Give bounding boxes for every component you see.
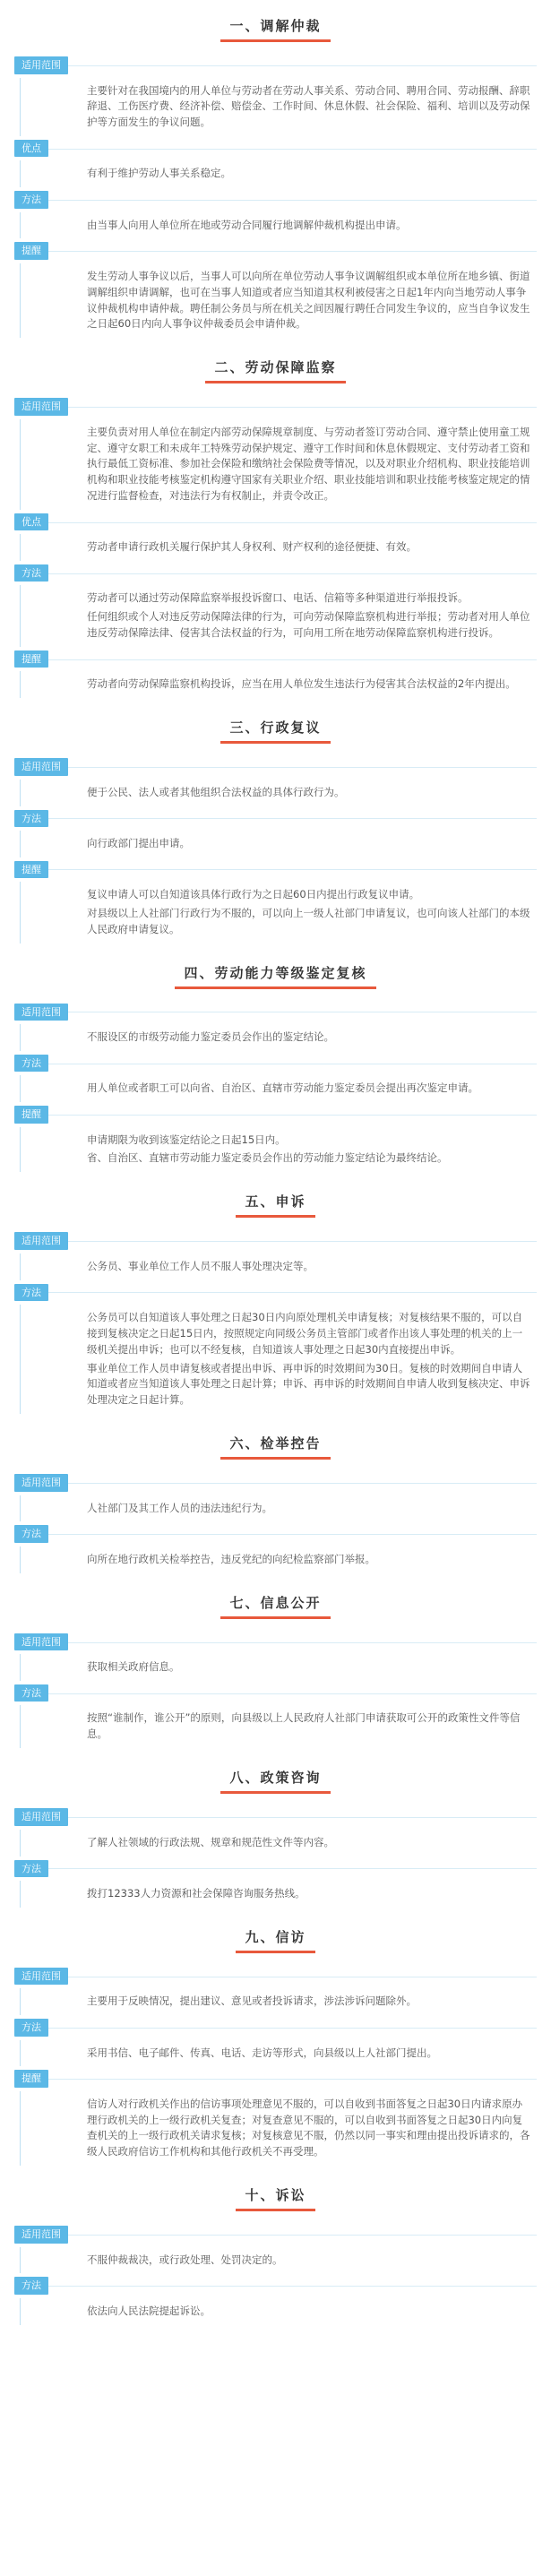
content-block — [20, 1830, 537, 1857]
section — [14, 960, 537, 1173]
tag-row — [14, 1521, 537, 1546]
category-tag: 适用范围 — [14, 758, 68, 775]
content-block — [20, 212, 537, 239]
section — [14, 714, 537, 943]
section-header — [14, 960, 537, 989]
section — [14, 1430, 537, 1573]
section-header — [14, 2182, 537, 2211]
tag-row — [14, 2222, 537, 2246]
category-tag: 优点 — [14, 513, 48, 530]
tag-row — [14, 2015, 537, 2039]
section-header — [14, 1430, 537, 1460]
tag-divider — [14, 65, 537, 66]
content-block — [20, 780, 537, 806]
paragraph: 用人单位或者职工可以向省、自治区、直辖市劳动能力鉴定委员会提出再次鉴定申请。 — [87, 1081, 478, 1095]
paragraph: 依法向人民法院提起诉讼。 — [87, 2304, 211, 2317]
tag-row — [14, 394, 537, 418]
category-tag: 方法 — [14, 2277, 48, 2294]
paragraph: 便于公民、法人或者其他组织合法权益的具体行政行为。 — [87, 785, 345, 798]
tag-divider — [14, 1817, 537, 1818]
category-tag: 适用范围 — [14, 2226, 68, 2243]
paragraph: 省、自治区、直辖市劳动能力鉴定委员会作出的劳动能力鉴定结论为最终结论。 — [87, 1151, 448, 1165]
tag-row — [14, 1102, 537, 1126]
paragraph: 主要负责对用人单位在制定内部劳动保障规章制度、与劳动者签订劳动合同、遵守禁止使用童工规定、遵守女职工和未成年工特殊劳动保护规定、遵守工作时间和休息休假规定、支付劳动者工资和执行最低工资标准、参加社会保险和缴纳社会保险费等情况，以及对职业介绍机构、职业技能培训机构和职业技能考核鉴定机构遵守国家有关职业介绍、职业技能培训和职业技能考核鉴定规定的情况进行监督检查，对违法行为有权制止，并责令改正。 — [87, 425, 530, 503]
section — [14, 1924, 537, 2166]
content-block — [20, 419, 537, 510]
content-block — [20, 585, 537, 646]
section-title: 二、劳动保障监察 — [205, 358, 345, 383]
tag-divider — [14, 1868, 537, 1869]
category-tag: 适用范围 — [14, 398, 68, 415]
tag-divider — [14, 1534, 537, 1535]
category-tag: 适用范围 — [14, 1232, 68, 1249]
section-header — [14, 13, 537, 42]
content-block — [20, 263, 537, 338]
paragraph: 信访人对行政机关作出的信访事项处理意见不服的，可以自收到书面答复之日起30日内请求原办理行政机关的上一级行政机关复查；对复查意见不服的，可以自收到书面答复之日起30日内向复查机关的上一级行政机关请求复核；对复核意见不服，仍然以同一事实和理由提出投诉请求的，各级人民政府信访工作机构和其他行政机关不再受理。 — [87, 2097, 530, 2158]
tag-divider — [14, 251, 537, 252]
tag-divider — [14, 407, 537, 408]
content-block — [20, 2040, 537, 2067]
tag-divider — [14, 1115, 537, 1116]
tag-row — [14, 647, 537, 671]
content-block — [20, 1127, 537, 1173]
content-block — [20, 2298, 537, 2325]
paragraph: 向行政部门提出申请。 — [87, 836, 190, 849]
category-tag: 方法 — [14, 564, 48, 582]
tag-row — [14, 1228, 537, 1253]
section-title: 一、调解仲裁 — [220, 16, 330, 42]
tag-row — [14, 1805, 537, 1829]
section — [14, 354, 537, 698]
tag-divider — [14, 818, 537, 819]
category-tag: 提醒 — [14, 861, 48, 878]
paragraph: 劳动者可以通过劳动保障监察举报投诉窗口、电话、信箱等多种渠道进行举报投诉。 — [87, 591, 469, 605]
tag-divider — [14, 149, 537, 150]
paragraph: 公务员、事业单位工作人员不服人事处理决定等。 — [87, 1259, 314, 1272]
tag-row — [14, 136, 537, 160]
category-tag: 提醒 — [14, 1106, 48, 1123]
content-block — [20, 78, 537, 136]
section — [14, 1590, 537, 1748]
section — [14, 1188, 537, 1414]
tag-row — [14, 806, 537, 831]
content-block — [20, 1305, 537, 1414]
tag-divider — [14, 2028, 537, 2029]
content-block — [20, 831, 537, 857]
section-header — [14, 714, 537, 744]
paragraph: 任何组织或个人对违反劳动保障法律的行为，可向劳动保障监察机构进行举报；劳动者对用人单位违反劳动保障法律、侵害其合法权益的行为，可向用工所在地劳动保障监察机构进行投诉。 — [87, 610, 530, 640]
section-header — [14, 1924, 537, 1953]
tag-row — [14, 2273, 537, 2297]
category-tag: 适用范围 — [14, 1474, 68, 1491]
paragraph: 由当事人向用人单位所在地或劳动合同履行地调解仲裁机构提出申请。 — [87, 218, 407, 231]
category-tag: 提醒 — [14, 2070, 48, 2087]
category-tag: 方法 — [14, 1525, 48, 1542]
tag-divider — [14, 2235, 537, 2236]
section-title: 七、信息公开 — [220, 1593, 330, 1619]
section-title: 八、政策咨询 — [220, 1768, 330, 1794]
tag-divider — [14, 1693, 537, 1694]
tag-row — [14, 1470, 537, 1495]
category-tag: 方法 — [14, 810, 48, 827]
category-tag: 方法 — [14, 1284, 48, 1301]
paragraph: 对县级以上人社部门行政行为不服的，可以向上一级人社部门申请复议，也可向该人社部门的本级人民政府申请复议。 — [87, 906, 530, 935]
content-block — [20, 1988, 537, 2015]
paragraph: 向所在地行政机关检举控告，违反党纪的向纪检监察部门举报。 — [87, 1552, 375, 1565]
content-block — [20, 1705, 537, 1748]
category-tag: 方法 — [14, 1684, 48, 1702]
paragraph: 复议申请人可以自知道该具体行政行为之日起60日内提出行政复议申请。 — [87, 888, 420, 901]
tag-row — [14, 1681, 537, 1705]
content-block — [20, 1495, 537, 1522]
content-block — [20, 1881, 537, 1908]
paragraph: 按照“谁制作，谁公开”的原则，向县级以上人民政府人社部门申请获取可公开的政策性文件等信息。 — [87, 1711, 521, 1741]
paragraph: 事业单位工作人员申请复核或者提出申诉、再申诉的时效期间为30日。复核的时效期间自申请人知道或者应当知道该人事处理之日起计算；申诉、再申诉的时效期间自申请人收到复核决定、申诉处理决定之日起计算。 — [87, 1361, 530, 1407]
paragraph: 不服设区的市级劳动能力鉴定委员会作出的鉴定结论。 — [87, 1030, 334, 1044]
tag-row — [14, 53, 537, 77]
tag-row — [14, 754, 537, 779]
category-tag: 提醒 — [14, 650, 48, 668]
paragraph: 了解人社领域的行政法规、规章和规范性文件等内容。 — [87, 1835, 334, 1848]
content-block — [20, 1075, 537, 1102]
tag-row — [14, 561, 537, 585]
tag-row — [14, 1964, 537, 1988]
section-title: 九、信访 — [236, 1927, 314, 1953]
paragraph: 获取相关政府信息。 — [87, 1660, 180, 1674]
content-block — [20, 1654, 537, 1681]
paragraph: 拨打12333人力资源和社会保障咨询服务热线。 — [87, 1886, 306, 1900]
tag-row — [14, 1630, 537, 1654]
section-title: 三、行政复议 — [220, 718, 330, 744]
section-title: 六、检举控告 — [220, 1434, 330, 1460]
tag-row — [14, 1280, 537, 1305]
tag-row — [14, 857, 537, 882]
tag-divider — [14, 767, 537, 768]
content-block — [20, 160, 537, 187]
paragraph: 劳动者申请行政机关履行保护其人身权利、财产权利的途径便捷、有效。 — [87, 540, 417, 554]
tag-divider — [14, 869, 537, 870]
section-header — [14, 1764, 537, 1794]
content-block — [20, 534, 537, 561]
content-block — [20, 2091, 537, 2166]
tag-divider — [14, 2286, 537, 2287]
content-block — [20, 1254, 537, 1280]
tag-divider — [14, 522, 537, 523]
section-header — [14, 1188, 537, 1218]
tag-row — [14, 1857, 537, 1881]
tag-divider — [14, 1292, 537, 1293]
tag-divider — [14, 1483, 537, 1484]
paragraph: 不服仲裁裁决，或行政处理、处罚决定的。 — [87, 2253, 283, 2266]
section-title: 五、申诉 — [236, 1192, 314, 1218]
paragraph: 人社部门及其工作人员的违法违纪行为。 — [87, 1501, 272, 1514]
tag-divider — [14, 573, 537, 574]
section — [14, 2182, 537, 2325]
tag-row — [14, 1051, 537, 1075]
category-tag: 方法 — [14, 1860, 48, 1877]
tag-divider — [14, 2079, 537, 2080]
paragraph: 劳动者向劳动保障监察机构投诉，应当在用人单位发生违法行为侵害其合法权益的2年内提出。 — [87, 677, 516, 691]
category-tag: 方法 — [14, 1055, 48, 1072]
category-tag: 优点 — [14, 140, 48, 157]
paragraph: 有利于维护劳动人事关系稳定。 — [87, 167, 231, 180]
tag-divider — [14, 200, 537, 201]
tag-row — [14, 510, 537, 534]
tag-divider — [14, 659, 537, 660]
category-tag: 适用范围 — [14, 1968, 68, 1985]
paragraph: 主要用于反映情况，提出建议、意见或者投诉请求，涉法涉诉问题除外。 — [87, 1994, 417, 2008]
category-tag: 适用范围 — [14, 56, 68, 73]
section-title: 四、劳动能力等级鉴定复核 — [175, 963, 375, 989]
tag-row — [14, 238, 537, 263]
section — [14, 1764, 537, 1908]
section-header — [14, 1590, 537, 1619]
tag-divider — [14, 1642, 537, 1643]
tag-row — [14, 1000, 537, 1024]
paragraph: 申请期限为收到该鉴定结论之日起15日内。 — [87, 1133, 286, 1146]
category-tag: 适用范围 — [14, 1808, 68, 1825]
content-block — [20, 1024, 537, 1051]
content-block — [20, 671, 537, 698]
section-header — [14, 354, 537, 383]
content-block — [20, 2247, 537, 2274]
tag-row — [14, 2066, 537, 2090]
tag-row — [14, 187, 537, 211]
category-tag: 方法 — [14, 2019, 48, 2036]
category-tag: 提醒 — [14, 242, 48, 259]
tag-divider — [14, 1241, 537, 1242]
paragraph: 公务员可以自知道该人事处理之日起30日内向原处理机关申请复核；对复核结果不服的，可以自接到复核决定之日起15日内，按照规定向同级公务员主管部门或者作出该人事处理的机关的上一级机关提出申诉；也可以不经复核，自知道该人事处理之日起30内直接提出申诉。 — [87, 1311, 523, 1356]
section — [14, 13, 537, 338]
category-tag: 适用范围 — [14, 1633, 68, 1650]
paragraph: 主要针对在我国境内的用人单位与劳动者在劳动人事关系、劳动合同、聘用合同、劳动报酬、辞职辞退、工伤医疗费、经济补偿、赔偿金、工作时间、休息休假、社会保险、福利、培训以及劳动保护等方面发生的争议问题。 — [87, 83, 530, 129]
category-tag: 方法 — [14, 191, 48, 208]
paragraph: 采用书信、电子邮件、传真、电话、走访等形式，向县级以上人社部门提出。 — [87, 2046, 437, 2059]
category-tag: 适用范围 — [14, 1004, 68, 1021]
paragraph: 发生劳动人事争议以后，当事人可以向所在单位劳动人事争议调解组织或本单位所在地乡镇、街道调解组织申请调解，也可在当事人知道或者应当知道其权利被侵害之日起1年内向当地劳动人事争议仲裁机构申请仲裁。聘任制公务员与所在机关之间因履行聘任合同发生争议的，应当自争议发生之日起60日内向人事争议仲裁委员会申请仲裁。 — [87, 269, 530, 331]
content-block — [20, 1546, 537, 1573]
section-title: 十、诉讼 — [236, 2185, 314, 2211]
content-block — [20, 882, 537, 943]
